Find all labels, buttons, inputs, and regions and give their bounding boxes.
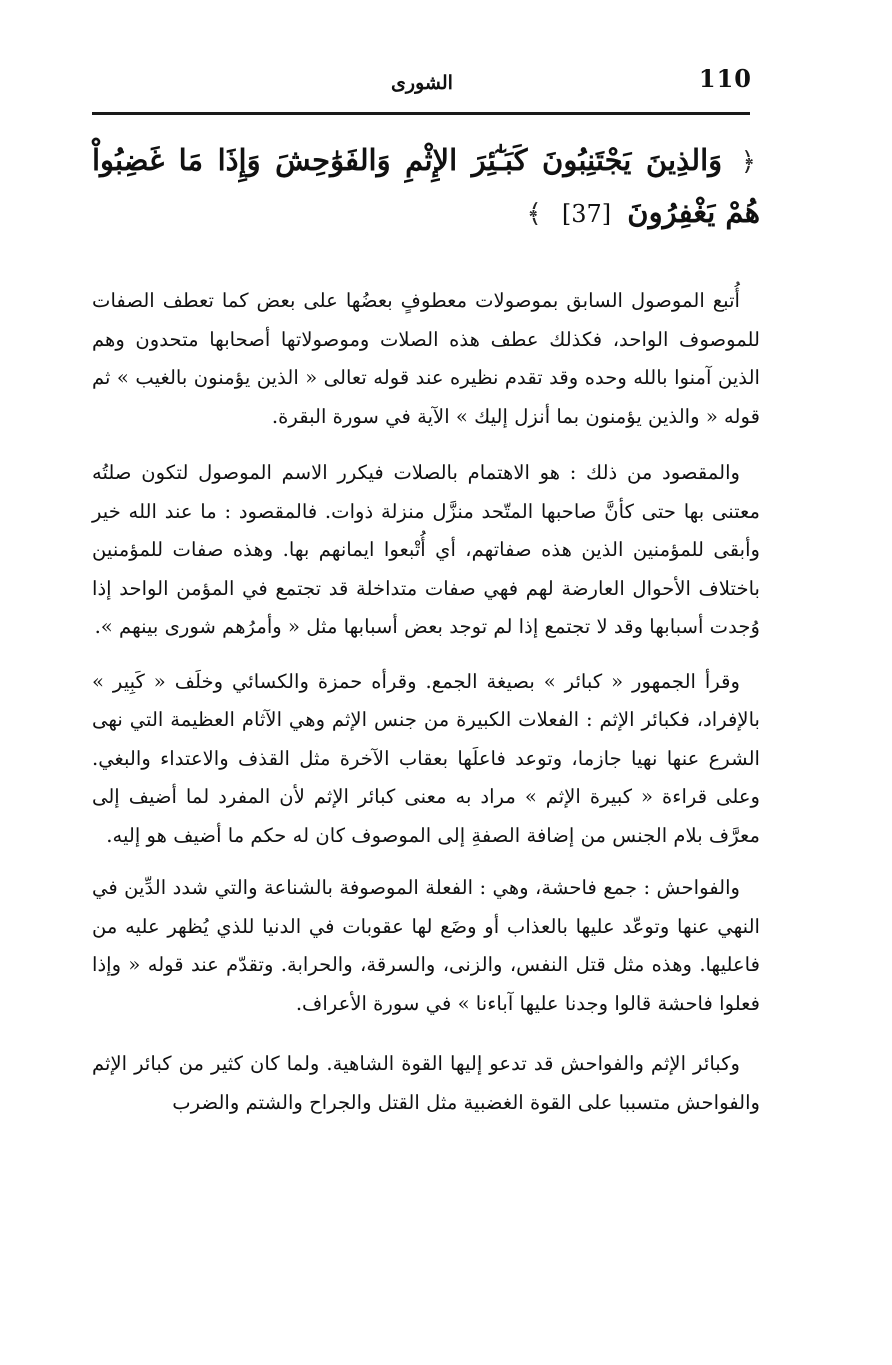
paragraph: أُتبع الموصول السابق بموصولات معطوفٍ بعضُها على بعض كما تعطف الصفات للموصوف الواحد، فكذلك عطف هذه الصلات وموصولاتها أصحابها متحدون وهم الذين آمنوا بالله وحده وقد تقدم نظيره عند قوله تعالى « الذين يؤمنون بالغيب » ثم قوله « والذين يؤمنون بما أنزل إليك » الآية في سورة البقرة. <box>92 289 760 428</box>
paragraph: وقرأ الجمهور « كبائر » بصيغة الجمع. وقرأه حمزة والكسائي وخلَف « كَبِير » بالإفراد، فكبائر الإثم : الفعلات الكبيرة من جنس الإثم وهي الآثام العظيمة التي نهى الشرع عنها نهيا جازما، وتوعد فاعلَها بعقاب الآخرة مثل القذف والاعتداء والبغي. وعلى قراءة « كبيرة الإثم » مراد به معنى كبائر الإثم لأن المفرد لما أضيف إلى معرَّف بلام الجنس من إضافة الصفةِ إلى الموصوف كان له حكم ما أضيف هو إليه. <box>92 669 760 847</box>
header-divider <box>92 112 750 115</box>
running-title: الشورى <box>391 72 453 94</box>
verse-text: وَالذِينَ يَجْتَنِبُونَ كَبَـٰٓئِرَ الإِثْمِ وَالفَوَٰحِشَ وَإِذَا مَا غَضِبُواْ هُمْ يَغْفِرُونَ <box>92 143 760 229</box>
verse-close-ornament: ﴾ <box>526 199 542 229</box>
verse-number: [37] <box>561 200 612 228</box>
verse-open-ornament: ﴿ <box>740 147 756 177</box>
paragraph: وكبائر الإثم والفواحش قد تدعو إليها القوة الشاهية. ولما كان كثير من كبائر الإثم والفواحش متسببا على القوة الغضبية مثل القتل والجراح والشتم والضرب <box>92 1052 760 1114</box>
quran-verse <box>92 135 760 239</box>
paragraph: والمقصود من ذلك : هو الاهتمام بالصلات فيكرر الاسم الموصول لتكون صلتُه معتنى بها حتى كأنَّ صاحبها المتّحد منزَّل منزلة ذوات. فالمقصود : ما عند الله خير وأبقى للمؤمنين الذين هذه صفاتهم، أي أُتْبعوا ايمانهم بها. وهذه صفات للمؤمنين باختلاف الأحوال العارضة لهم فهي صفات متداخلة قد تجتمع في المؤمن الواحد إذا وُجدت أسبابها وقد لا تجتمع إذا لم توجد بعض أسبابها مثل « وأمرُهم شورى بينهم ». <box>92 461 760 638</box>
page-number: 110 <box>698 64 752 93</box>
commentary-body <box>92 282 760 1140</box>
paragraph: والفواحش : جمع فاحشة، وهي : الفعلة الموصوفة بالشناعة والتي شدد الدِّين في النهي عنها وتوعّد عليها بالعذاب أو وضَع لها عقوبات في الدنيا للذي يُظهر عليه من فاعليها. وهذه مثل قتل النفس، والزنى، والسرقة، والحرابة. وتقدّم عند قوله « وإذا فعلوا فاحشة قالوا وجدنا عليها آباءنا » في سورة الأعراف. <box>92 876 760 1015</box>
page-header <box>92 58 752 106</box>
